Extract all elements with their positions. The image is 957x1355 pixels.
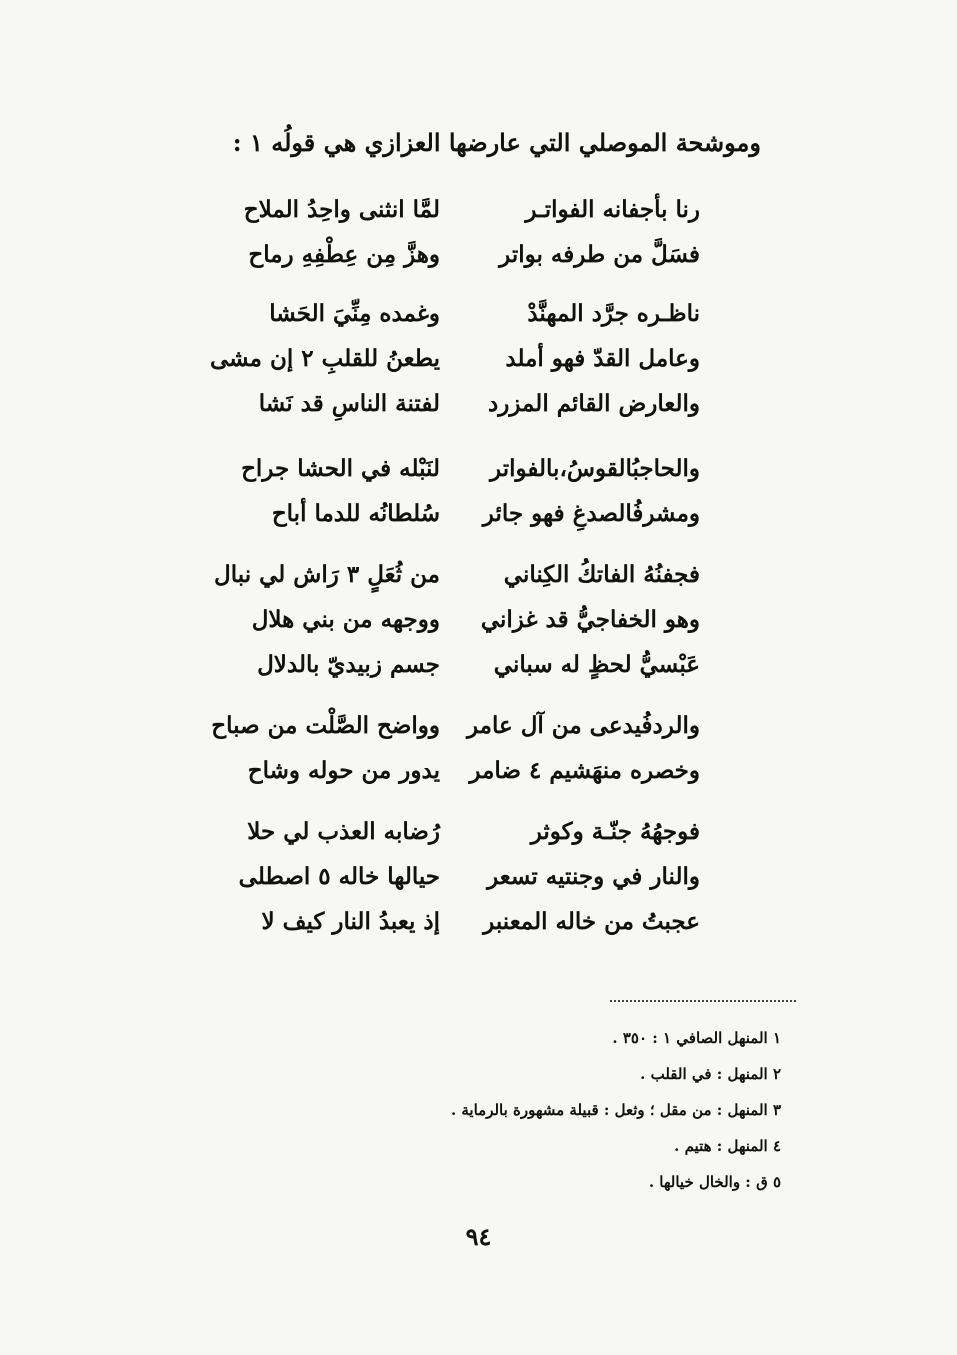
page-number: ٩٤ [465, 1222, 492, 1251]
verse-second-hemistich: من ثُعَلٍ ٣ رَاش لي نبال [214, 561, 440, 588]
footnote: ٢ المنهل : في القلب . [640, 1065, 781, 1083]
verse [200, 908, 700, 948]
verse [200, 818, 700, 858]
footnote: ٥ ق : والخال خيالها . [648, 1173, 781, 1191]
footnote: ٣ المنهل : من مقل ؛ وثعل : قبيلة مشهورة بالرماية . [450, 1101, 781, 1119]
verse [200, 561, 700, 601]
verse [200, 757, 700, 797]
verse-first-hemistich: رنا بأجفانه الفواتـر [525, 196, 700, 223]
verse-second-hemistich: رُضابه العذب لي حلا [247, 818, 440, 845]
verse [200, 196, 700, 236]
verse [200, 651, 700, 691]
footnotes [361, 1024, 781, 1204]
verse [200, 345, 700, 385]
verse-second-hemistich: سُلطانُه للدما أباح [271, 500, 440, 527]
verse-first-hemistich: فسَلَّ من طرفه بواتر [499, 241, 700, 268]
verse [200, 241, 700, 281]
verse [200, 500, 700, 540]
verse-first-hemistich: ومشرفُالصدغِ فهو جائر [482, 500, 700, 527]
verse-first-hemistich: عجبتُ من خاله المعنبر [483, 908, 700, 935]
footnote-divider [610, 1000, 796, 1002]
verse-second-hemistich: ووجهه من بني هلال [251, 606, 440, 633]
verse [200, 455, 700, 495]
verse-second-hemistich: جسم زبيديّ بالدلال [257, 651, 440, 678]
verse-first-hemistich: والعارض القائم المزرد [487, 390, 700, 417]
verse [200, 390, 700, 430]
verse-first-hemistich: والنار في وجنتيه تسعر [487, 863, 700, 890]
verse-second-hemistich: إذ يعبدُ النار كيف لا [261, 908, 440, 935]
verse-first-hemistich: فوجهُهُ جنّـة وكوثر [530, 818, 700, 845]
verse-second-hemistich: لمَّا انثنى واحِدُ الملاح [243, 196, 440, 223]
verse-first-hemistich: فجفنُهُ الفاتكُ الكِناني [503, 561, 700, 588]
verse [200, 606, 700, 646]
verse-first-hemistich: وخصره منهَشيم ٤ ضامر [469, 757, 700, 784]
verse-second-hemistich: حيالها خاله ٥ اصطلى [238, 863, 440, 890]
verse-second-hemistich: يطعنُ للقلبِ ٢ إن مشى [209, 345, 440, 372]
verse-first-hemistich: وهو الخفاجيُّ قد غزاني [480, 606, 700, 633]
verse [200, 863, 700, 903]
verse [200, 300, 700, 340]
verse-first-hemistich: وعامل القدّ فهو أملد [505, 345, 700, 372]
verse-first-hemistich: والردفُيدعى من آل عامر [466, 712, 700, 739]
verse-second-hemistich: لفتنة الناسِ قد نَشا [258, 390, 440, 417]
intro-line: وموشحة الموصلي التي عارضها العزازي هي قولُه ١ : [232, 128, 761, 157]
verse-second-hemistich: وواضح الصَّلْت من صباح [211, 712, 440, 739]
verse-first-hemistich: ناظـره جرَّد المهنَّدْ [527, 300, 700, 327]
verse-second-hemistich: لنَبْله في الحشا جراح [241, 455, 440, 482]
verse-first-hemistich: والحاجبُالقوسُ،بالفواتر [490, 455, 700, 482]
verse-second-hemistich: يدور من حوله وشاح [247, 757, 440, 784]
verse-second-hemistich: وهزَّ مِن عِطْفِهِ رماح [248, 241, 440, 268]
verse [200, 712, 700, 752]
verse-second-hemistich: وغمده مِنِّيَ الحَشا [269, 300, 440, 327]
footnote: ١ المنهل الصافي ١ : ٣٥٠ . [612, 1029, 781, 1047]
footnote: ٤ المنهل : هتيم . [674, 1137, 781, 1155]
verse-first-hemistich: عَبْسيُّ لحظٍ له سباني [493, 651, 700, 678]
